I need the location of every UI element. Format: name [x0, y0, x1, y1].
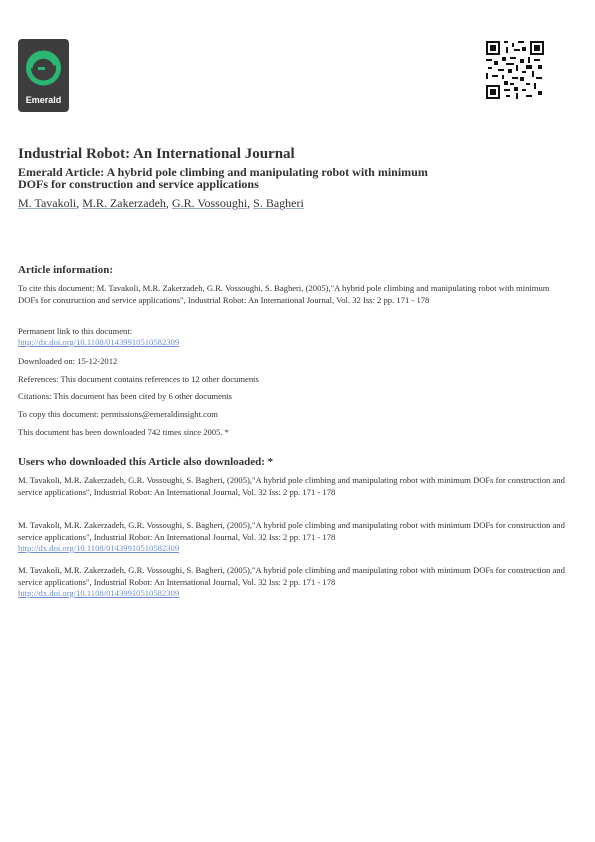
references-text: References: This document contains references to 12 other documents: [18, 374, 259, 384]
also-downloaded-link[interactable]: http://dx.doi.org/10.1108/01439910510582309: [18, 543, 180, 553]
permanent-link-label: Permanent link to this document:: [18, 326, 133, 336]
also-downloaded-link[interactable]: http://dx.doi.org/10.1108/01439910510582309: [18, 588, 180, 598]
also-downloaded-item: [18, 475, 583, 498]
author-list: M. Tavakoli, M.R. Zakerzadeh, G.R. Vossoughi, S. Bagheri: [18, 196, 304, 210]
author-link[interactable]: M. Tavakoli: [18, 196, 77, 210]
permanent-link[interactable]: http://dx.doi.org/10.1108/01439910510582309: [18, 337, 180, 347]
copy-permissions-text: To copy this document: permissions@emeraldinsight.com: [18, 409, 218, 419]
emerald-logo[interactable]: [18, 39, 69, 112]
also-downloaded-item: [18, 565, 583, 600]
also-downloaded-citation: M. Tavakoli, M.R. Zakerzadeh, G.R. Vossoughi, S. Bagheri, (2005),"A hybrid pole climbing and manipulating robot with minimum DOFs for construction and service applications", Industrial Robot: An International Journal, Vol. 32 Iss: 2 pp. 171 - 178: [18, 565, 565, 587]
also-downloaded-citation: M. Tavakoli, M.R. Zakerzadeh, G.R. Vossoughi, S. Bagheri, (2005),"A hybrid pole climbing and manipulating robot with minimum DOFs for construction and service applications", Industrial Robot: An International Journal, Vol. 32 Iss: 2 pp. 171 - 178: [18, 520, 565, 542]
logo-text: Emerald: [25, 95, 62, 105]
author-link[interactable]: S. Bagheri: [253, 196, 304, 210]
qr-code-icon: [486, 41, 544, 99]
also-downloaded-heading: Users who downloaded this Article also downloaded: *: [18, 456, 274, 468]
author-link[interactable]: G.R. Vossoughi: [171, 196, 248, 210]
article-title: Emerald Article: A hybrid pole climbing and manipulating robot with minimum DOFs for construction and service applications: [18, 165, 428, 191]
also-downloaded-citation: M. Tavakoli, M.R. Zakerzadeh, G.R. Vossoughi, S. Bagheri, (2005),"A hybrid pole climbing and manipulating robot with minimum DOFs for construction and service applications", Industrial Robot: An International Journal, Vol. 32 Iss: 2 pp. 171 - 178: [18, 475, 565, 497]
download-count-text: This document has been downloaded 742 times since 2005. *: [18, 427, 229, 437]
author-link[interactable]: M.R. Zakerzadeh: [82, 196, 166, 210]
also-downloaded-item: [18, 520, 583, 555]
article-information-heading: Article information:: [18, 264, 113, 276]
journal-title: Industrial Robot: An International Journal: [18, 146, 295, 162]
citations-text: Citations: This document has been cited by 6 other documents: [18, 391, 232, 401]
downloaded-on-text: Downloaded on: 15-12-2012: [18, 356, 118, 366]
citation-text: To cite this document: M. Tavakoli, M.R. Zakerzadeh, G.R. Vossoughi, S. Bagheri, (2005),"A hybrid pole climbing and manipulating robot with minimum DOFs for construction and service applications", Industrial Robot: An International Journal, Vol. 32 Iss: 2 pp. 171 - 178: [18, 283, 550, 305]
